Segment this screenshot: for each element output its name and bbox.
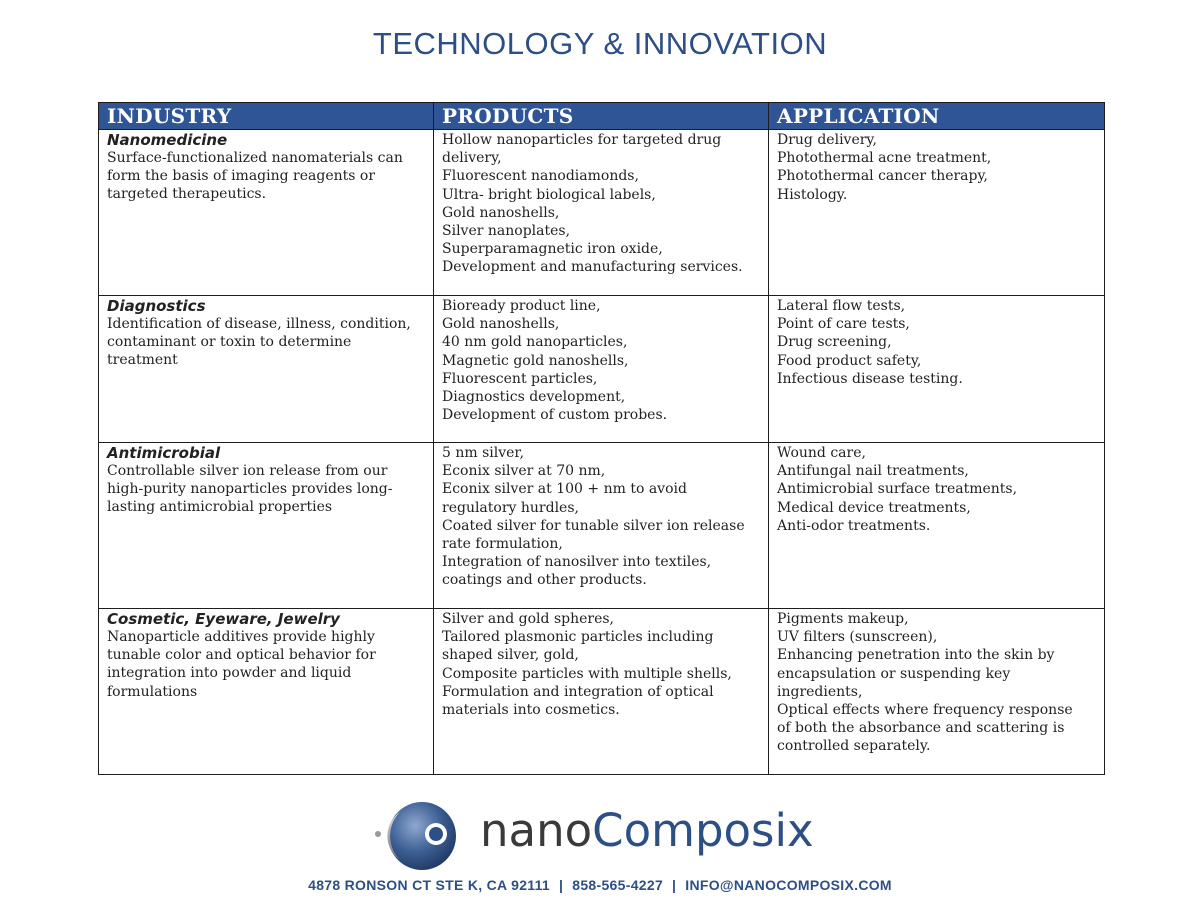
application-line: UV filters (sunscreen), xyxy=(777,629,938,646)
product-line: Gold nanoshells, xyxy=(442,204,560,221)
nanocomposix-sphere-logo-icon xyxy=(370,798,480,878)
header-products: PRODUCTS xyxy=(434,103,769,130)
application-cell xyxy=(769,609,1105,775)
application-line: Antimicrobial surface treatments, xyxy=(777,481,1018,498)
product-line: Silver nanoplates, xyxy=(442,223,571,240)
product-line: Coated silver for tunable silver ion release xyxy=(442,517,745,534)
contact-phone: 858-565-4227 xyxy=(572,877,664,893)
industry-description-line: form the basis of imaging reagents or xyxy=(107,168,376,185)
industry-description-line: lasting antimicrobial properties xyxy=(107,499,333,516)
application-line: Enhancing penetration into the skin by xyxy=(777,647,1055,664)
product-line: Tailored plasmonic particles including xyxy=(442,629,714,646)
contact-email[interactable]: INFO@NANOCOMPOSIX.COM xyxy=(685,877,892,893)
application-line: Optical effects where frequency response xyxy=(777,702,1073,719)
table-header-row xyxy=(99,103,1105,130)
industry-description-line: contaminant or toxin to determine xyxy=(107,334,352,351)
application-cell xyxy=(769,130,1105,296)
products-cell xyxy=(434,296,769,443)
product-line: rate formulation, xyxy=(442,536,563,553)
product-line: Silver and gold spheres, xyxy=(442,611,614,627)
product-line: Magnetic gold nanoshells, xyxy=(442,352,629,369)
industry-description-line: Identification of disease, illness, condition, xyxy=(107,316,411,332)
product-line: Fluorescent particles, xyxy=(442,370,598,387)
contact-separator: | xyxy=(559,877,564,893)
industry-cell xyxy=(99,130,434,296)
product-line: Integration of nanosilver into textiles, xyxy=(442,554,712,571)
contact-address: 4878 RONSON CT STE K, CA 92111 xyxy=(308,877,551,893)
product-line: Fluorescent nanodiamonds, xyxy=(442,168,639,185)
industry-description-line: formulations xyxy=(107,683,198,700)
industry-description-line: treatment xyxy=(107,352,178,369)
industry-description-line: integration into powder and liquid xyxy=(107,665,352,682)
header-industry: INDUSTRY xyxy=(99,103,434,130)
application-line: of both the absorbance and scattering is xyxy=(777,720,1065,737)
application-line: Lateral flow tests, xyxy=(777,298,906,314)
industry-cell xyxy=(99,609,434,775)
product-line: delivery, xyxy=(442,150,502,167)
industry-cell xyxy=(99,443,434,609)
product-line: Hollow nanoparticles for targeted drug xyxy=(442,132,722,148)
logo-prefix: nano xyxy=(480,804,593,857)
table-row xyxy=(99,609,1105,775)
table-row xyxy=(99,130,1105,296)
product-line: coatings and other products. xyxy=(442,572,647,589)
product-line: materials into cosmetics. xyxy=(442,702,620,719)
application-cell xyxy=(769,296,1105,443)
product-line: Gold nanoshells, xyxy=(442,316,560,333)
company-logo xyxy=(370,798,840,878)
industry-description-line: tunable color and optical behavior for xyxy=(107,647,376,664)
product-line: Formulation and integration of optical xyxy=(442,683,714,700)
application-line: Drug delivery, xyxy=(777,132,877,148)
products-cell xyxy=(434,443,769,609)
product-line: Bioready product line, xyxy=(442,298,601,314)
industry-description-line: high-purity nanoparticles provides long- xyxy=(107,481,393,498)
product-line: Diagnostics development, xyxy=(442,389,626,406)
product-line: Development and manufacturing services. xyxy=(442,259,743,276)
industry-name: Cosmetic, Eyeware, Jewelry xyxy=(107,610,340,628)
industry-description-line: Controllable silver ion release from our xyxy=(107,463,388,479)
application-line: controlled separately. xyxy=(777,738,931,755)
application-line: Photothermal acne treatment, xyxy=(777,150,992,167)
product-line: Econix silver at 70 nm, xyxy=(442,463,606,480)
industry-name: Nanomedicine xyxy=(107,131,228,149)
product-line: Composite particles with multiple shells, xyxy=(442,665,732,682)
product-line: 5 nm silver, xyxy=(442,445,525,461)
application-cell xyxy=(769,443,1105,609)
application-line: Food product safety, xyxy=(777,352,922,369)
product-line: 40 nm gold nanoparticles, xyxy=(442,334,628,351)
logo-wordmark xyxy=(480,804,814,857)
application-line: Wound care, xyxy=(777,445,866,461)
product-line: regulatory hurdles, xyxy=(442,499,579,516)
table-row xyxy=(99,296,1105,443)
page-title: TECHNOLOGY & INNOVATION xyxy=(372,26,828,61)
industry-description-line: Surface-functionalized nanomaterials can xyxy=(107,150,403,166)
industry-description-line: targeted therapeutics. xyxy=(107,186,267,203)
application-line: Infectious disease testing. xyxy=(777,370,963,387)
application-line: Medical device treatments, xyxy=(777,499,971,516)
application-line: Anti-odor treatments. xyxy=(777,517,931,534)
product-line: shaped silver, gold, xyxy=(442,647,579,664)
product-line: Ultra- bright biological labels, xyxy=(442,186,656,203)
application-line: Photothermal cancer therapy, xyxy=(777,168,988,185)
product-line: Econix silver at 100 + nm to avoid xyxy=(442,481,687,498)
application-line: Point of care tests, xyxy=(777,316,910,333)
industry-cell xyxy=(99,296,434,443)
industry-description-line: Nanoparticle additives provide highly xyxy=(107,629,375,645)
product-line: Development of custom probes. xyxy=(442,407,668,424)
products-cell xyxy=(434,130,769,296)
industry-name: Antimicrobial xyxy=(107,444,221,462)
header-application: APPLICATION xyxy=(769,103,1105,130)
application-line: Pigments makeup, xyxy=(777,611,909,627)
application-line: Drug screening, xyxy=(777,334,892,351)
logo-suffix: Composix xyxy=(592,804,814,857)
application-line: Histology. xyxy=(777,186,848,203)
table-row xyxy=(99,443,1105,609)
contact-separator: | xyxy=(672,877,677,893)
industry-name: Diagnostics xyxy=(107,297,206,315)
application-line: ingredients, xyxy=(777,683,863,700)
industry-table xyxy=(98,102,1105,775)
product-line: Superparamagnetic iron oxide, xyxy=(442,241,663,258)
application-line: encapsulation or suspending key xyxy=(777,665,1011,682)
table-body xyxy=(99,130,1105,775)
application-line: Antifungal nail treatments, xyxy=(777,463,969,480)
products-cell xyxy=(434,609,769,775)
contact-line xyxy=(0,877,1200,893)
